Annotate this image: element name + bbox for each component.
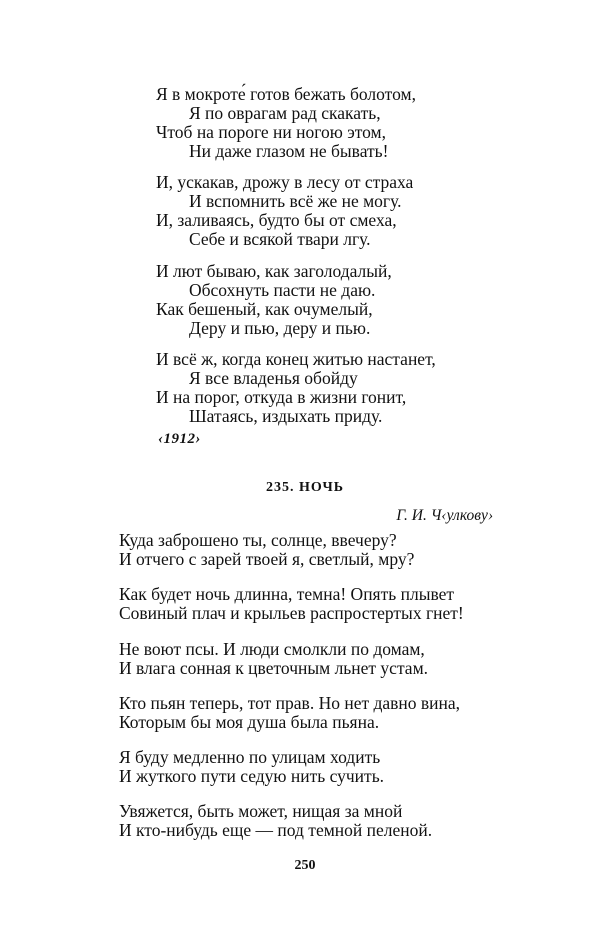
- verse-line: Кто пьян теперь, тот прав. Но нет давно вина,: [119, 693, 461, 713]
- poem-dedication: Г. И. Ч‹улкову›: [396, 507, 493, 524]
- stanza-2: [156, 173, 516, 249]
- verse-line: Которым бы моя душа была пьяна.: [119, 711, 380, 732]
- verse-line: И лют бываю, как заголодалый,: [156, 261, 392, 281]
- verse-line: Я все владенья обойду: [189, 368, 358, 388]
- verse-line: Увяжется, быть может, нищая за мной: [119, 801, 403, 821]
- stanza-4: [156, 350, 516, 426]
- verse-line: И на порог, откуда в жизни гонит,: [156, 387, 407, 407]
- verse-line: Чтоб на пороге ни ногою этом,: [156, 122, 386, 142]
- night-stanza-1: [119, 531, 519, 568]
- verse-line: И кто-нибудь еще — под темной пеленой.: [119, 819, 433, 840]
- verse-line: Куда заброшено ты, солнце, ввечеру?: [119, 530, 397, 550]
- stanza-1: [156, 85, 516, 161]
- verse-line: И вспомнить всё же не могу.: [189, 191, 402, 211]
- verse-line: Как будет ночь длинна, темна! Опять плывет: [119, 584, 455, 604]
- night-stanza-3: [119, 640, 519, 677]
- verse-line: И всё ж, когда конец житью настанет,: [156, 349, 436, 369]
- verse-line: Я буду медленно по улицам ходить: [119, 747, 381, 767]
- verse-line: Обсохнуть пасти не даю.: [189, 280, 376, 300]
- verse-line: И влага сонная к цветочным льнет устам.: [119, 657, 429, 678]
- page-number: 250: [294, 858, 316, 873]
- verse-line: Шатаясь, издыхать приду.: [189, 406, 383, 426]
- verse-line: Как бешеный, как очумелый,: [156, 299, 373, 319]
- night-stanza-5: [119, 748, 519, 785]
- night-stanza-4: [119, 694, 519, 731]
- night-stanza-6: [119, 802, 519, 839]
- verse-line: И, заливаясь, будто бы от смеха,: [156, 210, 397, 230]
- verse-line: Совиный плач и крыльев распростертых гнет!: [119, 602, 464, 623]
- verse-line: Деру и пью, деру и пью.: [189, 318, 371, 338]
- verse-line: Ни даже глазом не бывать!: [189, 141, 389, 161]
- verse-line: Я в мокроте́ готов бежать болотом,: [156, 84, 416, 104]
- poem-title: 235. НОЧЬ: [266, 480, 344, 495]
- poem-date: ‹1912›: [158, 431, 201, 447]
- verse-line: Я по оврагам рад скакать,: [189, 103, 381, 123]
- night-stanza-2: [119, 585, 519, 622]
- verse-line: Себе и всякой твари лгу.: [189, 229, 371, 249]
- verse-line: И, ускакав, дрожу в лесу от страха: [156, 172, 414, 192]
- verse-line: Не воют псы. И люди смолкли по домам,: [119, 639, 425, 659]
- verse-line: И отчего с зарей твоей я, светлый, мру?: [119, 548, 415, 569]
- verse-line: И жуткого пути седую нить сучить.: [119, 765, 385, 786]
- stanza-3: [156, 262, 516, 338]
